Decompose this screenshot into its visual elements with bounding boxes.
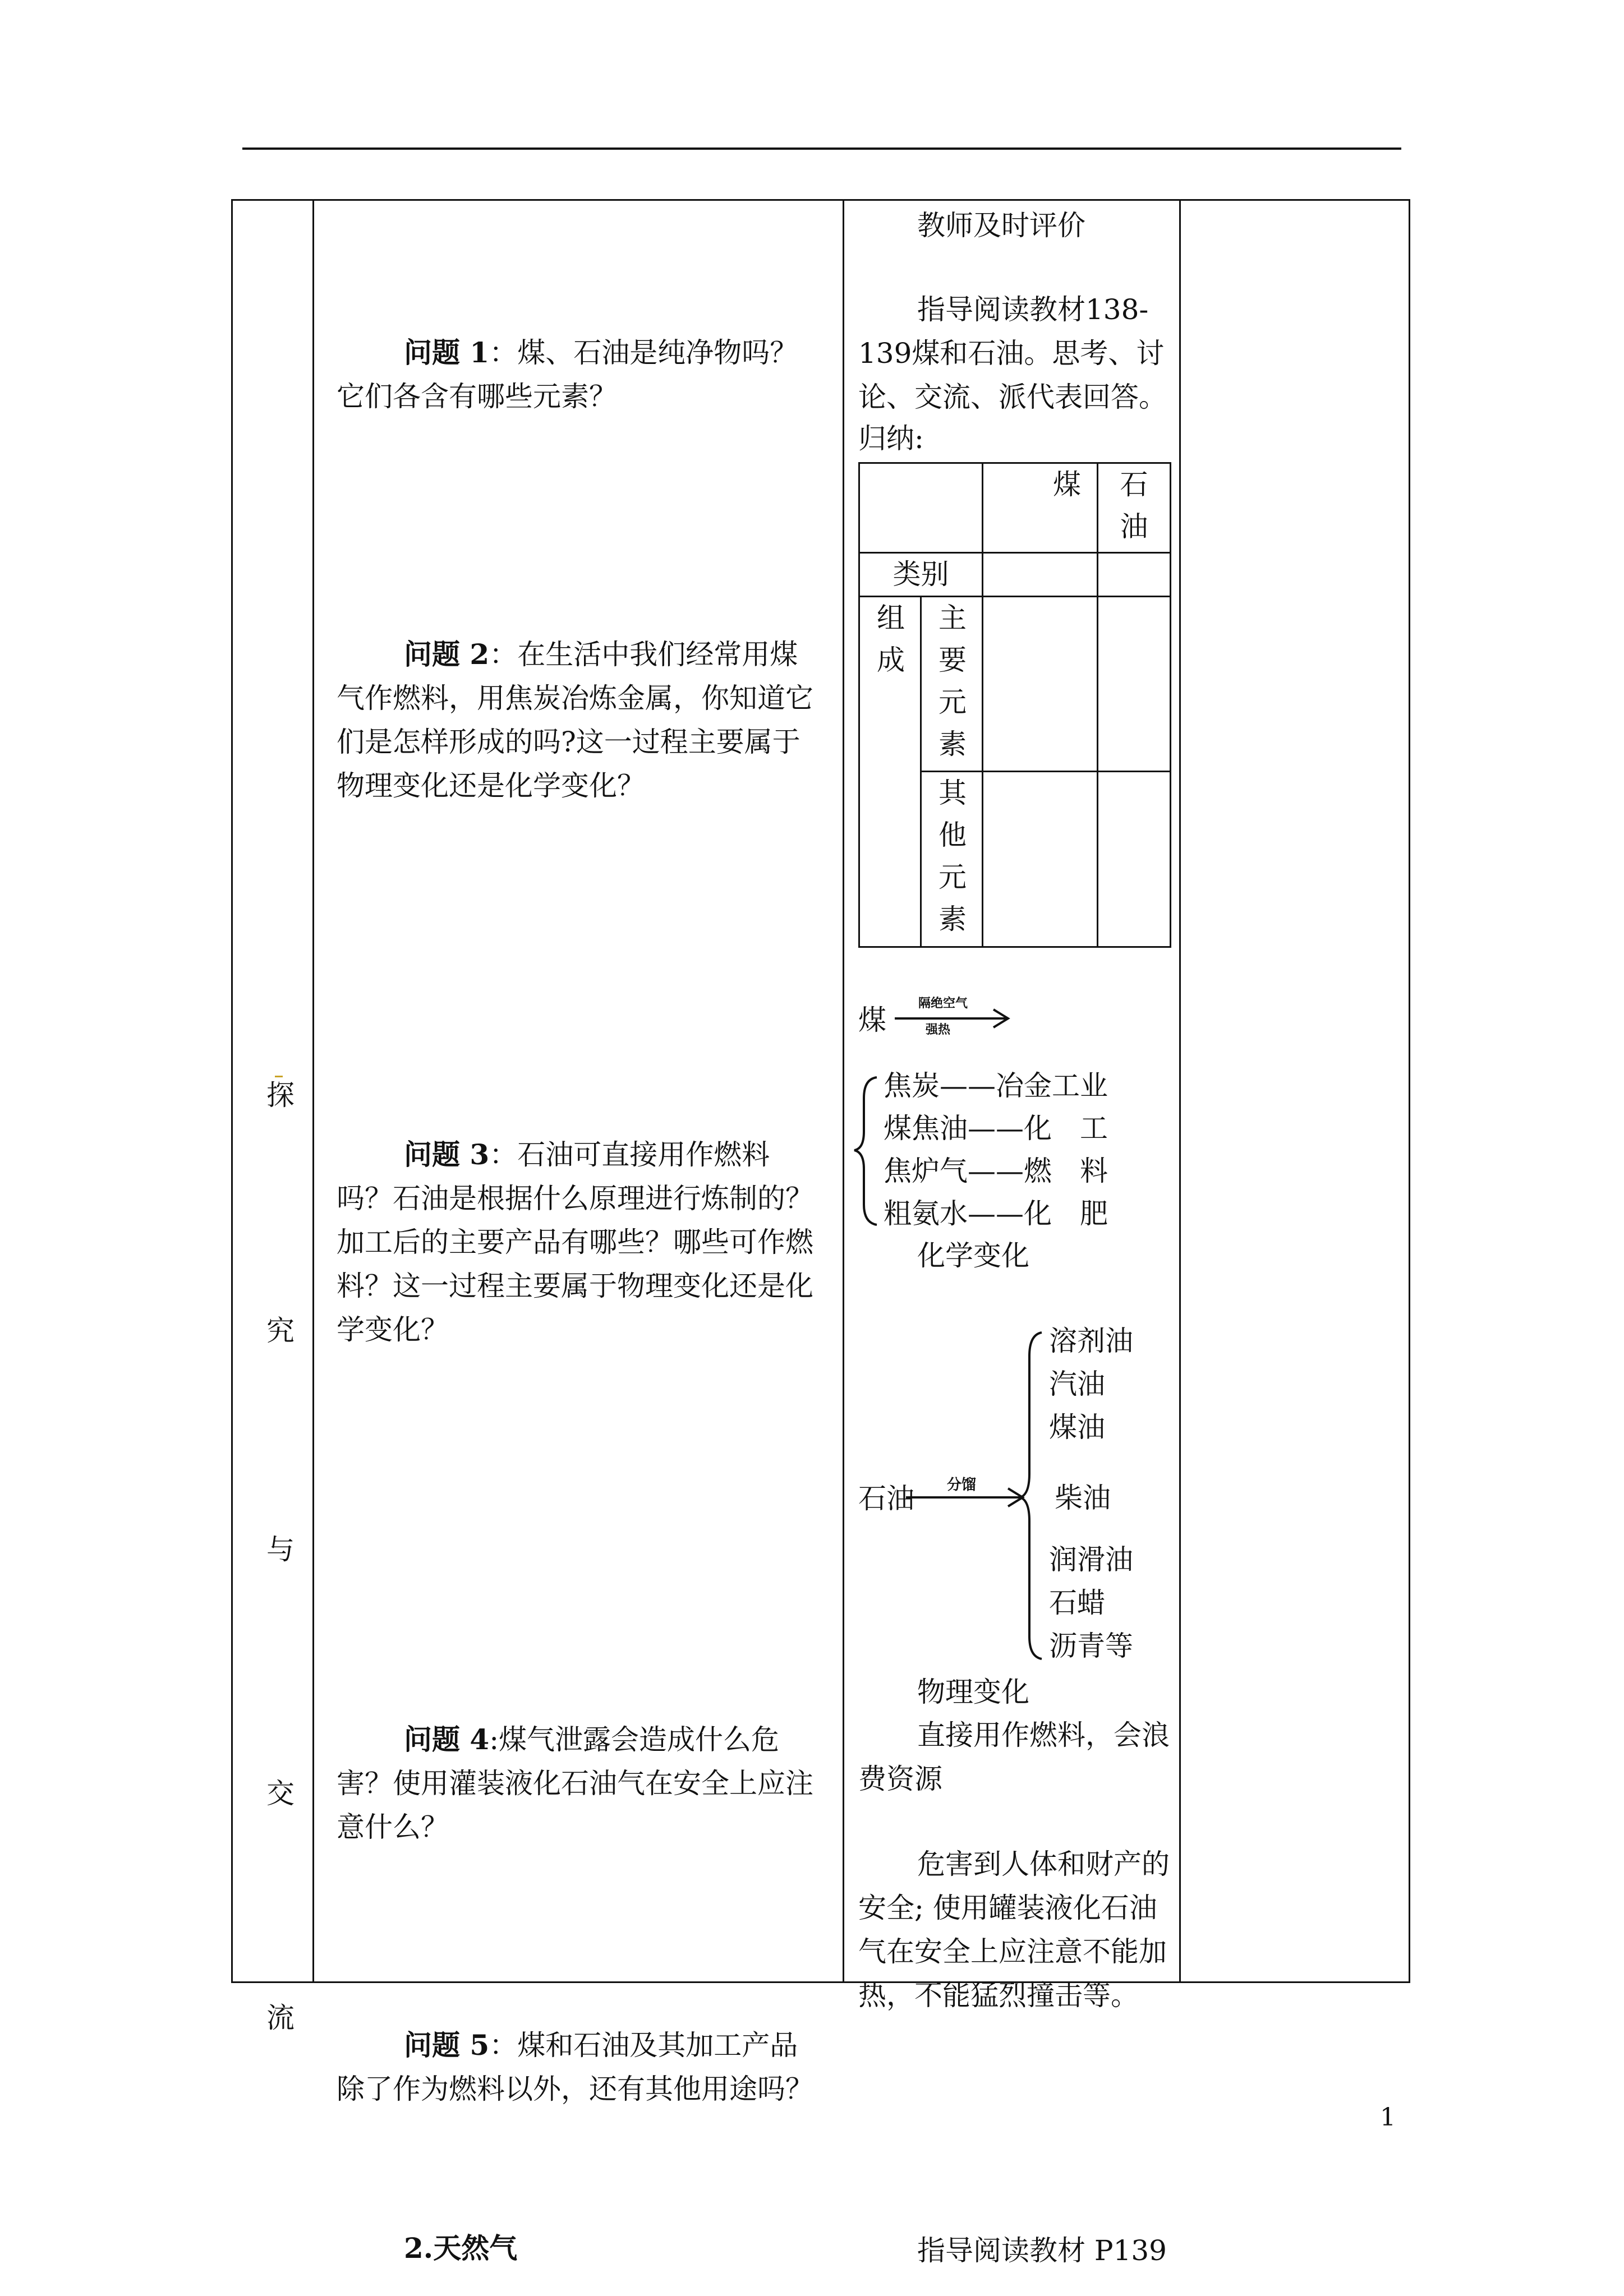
question-label: 问题 4	[404, 1723, 490, 1756]
oil-product: 石蜡	[1049, 1587, 1105, 1619]
stage-cell	[232, 200, 314, 2034]
summary-label: 归纳:	[858, 422, 924, 455]
oil-products-brace	[1020, 1333, 1042, 1659]
stage-char: 究	[266, 1315, 295, 1347]
category-label: 类别	[859, 553, 983, 597]
question-text: ：煤、石油是纯净物吗？它们各含有哪些元素？	[337, 336, 798, 413]
notes-cell	[1180, 200, 1410, 1983]
oil-note: 直接用作燃料，会浪费资源	[858, 1719, 1170, 1795]
oil-product: 汽油	[1049, 1368, 1105, 1400]
question-text: ：煤和石油及其加工产品除了作为燃料以外，还有其他用途吗？	[337, 2029, 813, 2105]
section-heading: 2.天然气	[404, 2232, 518, 2265]
coal-arrow	[895, 1009, 1008, 1027]
guide-reading-1: 指导阅读教材138-139煤和石油。思考、讨论、交流、派代表回答。	[858, 293, 1167, 413]
teacher-evaluate: 教师及时评价	[917, 209, 1085, 242]
question-3	[337, 1133, 825, 1352]
question-5	[337, 2023, 825, 2111]
oil-product: 溶剂油	[1049, 1325, 1133, 1357]
guide-reading-2: 指导阅读教材 P139	[917, 2234, 1167, 2267]
lesson-table	[231, 199, 1410, 2267]
coal-header: 煤	[983, 463, 1098, 553]
stage-char: 与	[266, 1533, 295, 1566]
oil-product: 煤油	[1049, 1411, 1105, 1444]
stage-char: 交	[266, 1777, 295, 1810]
coal-product: 焦炭——冶金工业	[884, 1069, 1108, 1102]
coal-product: 煤焦油——化 工	[884, 1112, 1108, 1145]
coal-label: 煤	[858, 1004, 886, 1036]
other-elements-label: 其他元素	[921, 772, 983, 947]
stage-char: 流	[266, 2002, 295, 2034]
coal-product: 粗氨水——化 肥	[884, 1197, 1108, 1230]
question-label: 问题 2	[404, 638, 490, 671]
questions-cell	[314, 200, 844, 2265]
coal-change: 化学变化	[917, 1239, 1029, 1272]
oil-product: 柴油	[1055, 1482, 1111, 1514]
composition-label: 组成	[859, 597, 921, 947]
question-label: 问题 5	[404, 2028, 490, 2062]
coal-products-brace	[854, 1077, 877, 1225]
stage-char: 探	[266, 1079, 295, 1112]
question-1	[337, 331, 825, 418]
coal-condition-bottom: 强热	[926, 1022, 951, 1037]
question-label: 问题 1	[404, 336, 490, 369]
oil-change: 物理变化	[917, 1676, 1029, 1708]
oil-header: 石油	[1098, 463, 1171, 553]
oil-condition: 分馏	[947, 1477, 977, 1493]
oil-product: 润滑油	[1049, 1543, 1133, 1576]
oil-label: 石油	[858, 1482, 914, 1515]
oil-product: 沥青等	[1049, 1630, 1133, 1662]
teacher-cell	[844, 200, 1180, 2267]
coal-condition-top: 隔绝空气	[918, 996, 968, 1011]
header-rule	[242, 147, 1401, 150]
question-text: ：石油可直接用作燃料吗？石油是根据什么原理进行炼制的？加工后的主要产品有哪些？哪些可作燃料？这一过程主要属于物理变化还是化学变化？	[337, 1138, 813, 1346]
question-text: ：在生活中我们经常用煤气作燃料，用焦炭冶炼金属，你知道它们是怎样形成的吗?这一过程主要属于物理变化还是化学变化？	[337, 638, 813, 802]
question-2	[337, 633, 825, 808]
question-4	[337, 1718, 825, 1849]
hazard-answer: 危害到人体和财产的安全; 使用罐装液化石油气在安全上应注意不能加热，不能猛烈撞击等。	[858, 1848, 1170, 2012]
coal-product: 焦炉气——燃 料	[884, 1155, 1108, 1187]
question-text: :煤气泄露会造成什么危害？使用灌装液化石油气在安全上应注意什么？	[337, 1723, 813, 1843]
page-number: 1	[1380, 2103, 1396, 2132]
question-label: 问题 3	[404, 1138, 490, 1171]
main-elements-label: 主要元素	[921, 597, 983, 772]
